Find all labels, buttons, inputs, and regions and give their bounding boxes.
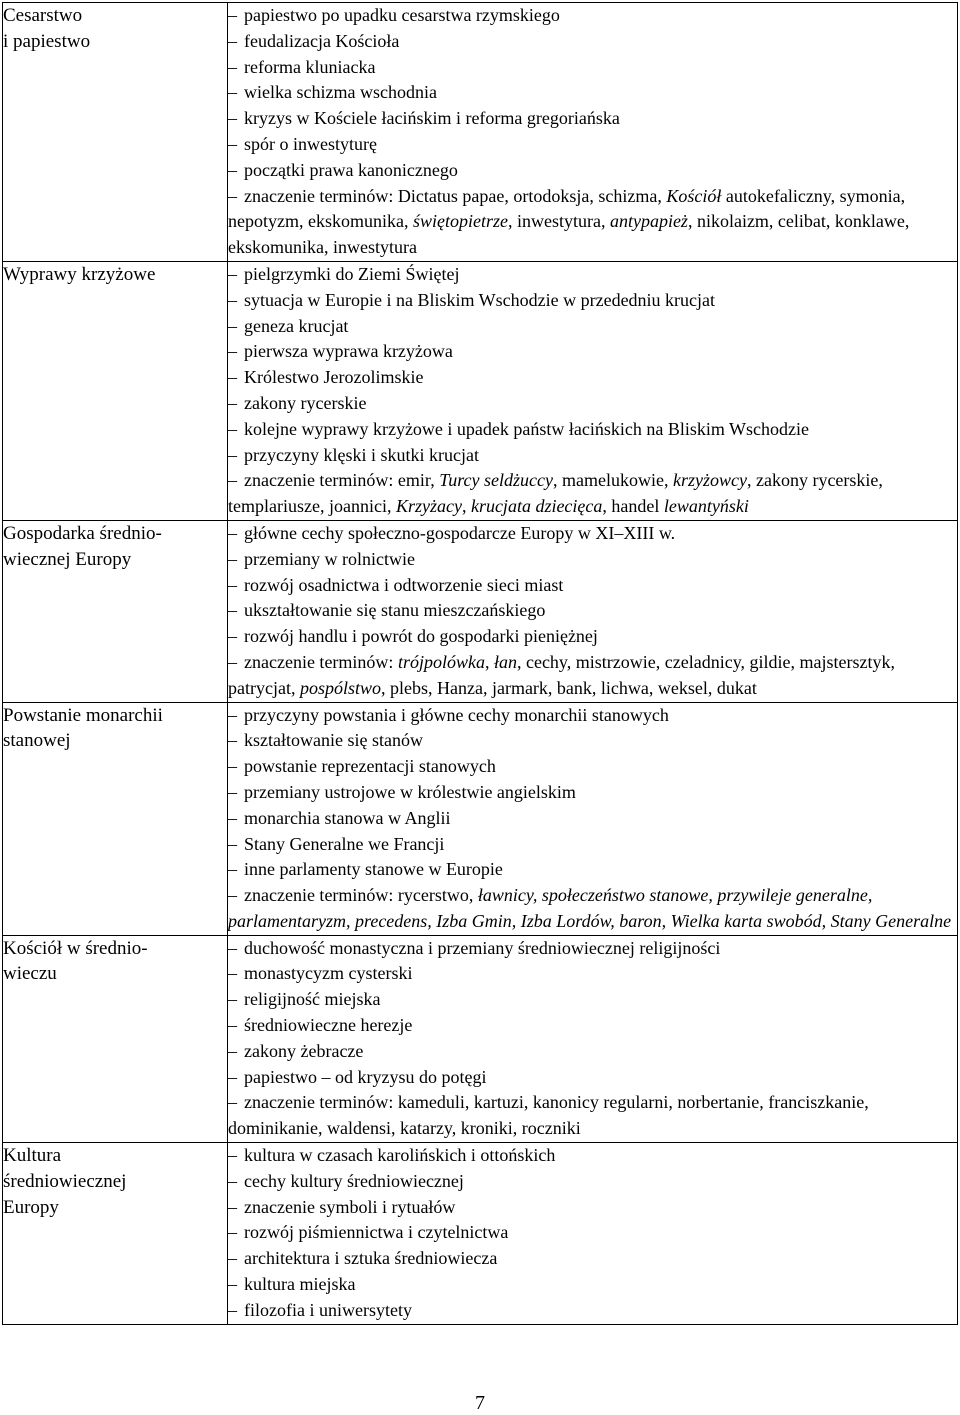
dash-bullet: – — [228, 82, 237, 103]
dash-bullet: – — [228, 522, 237, 543]
section-row — [3, 261, 958, 520]
dash-bullet: – — [228, 5, 237, 25]
list-item — [228, 857, 957, 883]
list-item — [228, 80, 957, 106]
topic-line: Powstanie monarchii — [3, 704, 163, 726]
dash-bullet: – — [228, 1092, 237, 1113]
list-item-text: kultura miejska — [244, 1274, 356, 1295]
section-topic — [3, 520, 228, 702]
section-topic — [3, 3, 228, 262]
list-item-text: wielka schizma wschodnia — [244, 82, 437, 103]
list-item-text: pielgrzymki do Ziemi Świętej — [244, 263, 460, 284]
term-italic: Krzyżacy — [395, 496, 462, 517]
list-item — [228, 961, 957, 987]
section-topic — [3, 1143, 228, 1325]
list-item — [228, 728, 957, 754]
list-item — [228, 1143, 957, 1169]
list-item-text: inne parlamenty stanowe w Europie — [244, 859, 503, 880]
term-italic: lewantyński — [663, 496, 749, 517]
list-item-text: Królestwo Jerozolimskie — [244, 367, 424, 388]
term-italic: krucjata dziecięca — [470, 496, 603, 517]
term-italic: ławnicy, społeczeństwo stanowe, przywileje generalne, parlamentaryzm, precedens, Izba Gmin, Izba Lordów, baron, Wielka karta swobód, Stany Generalne — [228, 885, 952, 931]
dash-bullet: – — [228, 963, 237, 984]
term-text: , handel — [602, 496, 664, 517]
dash-bullet: – — [228, 108, 237, 129]
topic-line: średniowiecznej — [3, 1170, 127, 1192]
dash-bullet: – — [228, 1222, 237, 1243]
list-item — [228, 339, 957, 365]
section-content — [228, 261, 958, 520]
list-item-text: sytuacja w Europie i na Bliskim Wschodzie w przededniu krucjat — [244, 289, 716, 310]
topic-line: Kościół w średnio- — [3, 937, 148, 959]
terms-paragraph — [228, 184, 957, 261]
list-item — [228, 1039, 957, 1065]
dash-bullet: – — [228, 418, 237, 439]
list-item — [228, 703, 957, 729]
dash-bullet: – — [228, 341, 237, 362]
term-text: , mamelukowie, — [553, 470, 673, 491]
term-text: , — [484, 651, 494, 672]
list-item — [228, 936, 957, 962]
terms-paragraph — [228, 650, 957, 702]
dash-bullet: – — [228, 1274, 237, 1295]
list-item — [228, 391, 957, 417]
dash-bullet: – — [228, 1040, 237, 1061]
dash-bullet: – — [228, 781, 237, 802]
section-topic — [3, 702, 228, 935]
term-text: znaczenie terminów: Dictatus papae, ortodoksja, schizma, — [244, 185, 667, 206]
section-content — [228, 520, 958, 702]
list-item-text: geneza krucjat — [244, 315, 349, 336]
dash-bullet: – — [228, 859, 237, 880]
list-item-text: duchowość monastyczna i przemiany średniowiecznej religijności — [244, 937, 721, 958]
dash-bullet: – — [228, 444, 237, 465]
topic-line: Wyprawy krzyżowe — [3, 263, 156, 285]
list-item — [228, 832, 957, 858]
topic-line: wiecznej Europy — [3, 548, 132, 570]
list-item-text: kolejne wyprawy krzyżowe i upadek państw łacińskich na Bliskim Wschodzie — [244, 418, 810, 439]
dash-bullet: – — [228, 548, 237, 569]
list-item-text: cechy kultury średniowiecznej — [244, 1170, 464, 1191]
list-item — [228, 1272, 957, 1298]
dash-bullet: – — [228, 1248, 237, 1269]
term-italic: pospólstwo — [299, 677, 381, 698]
dash-bullet: – — [228, 626, 237, 647]
section-row — [3, 1143, 958, 1325]
term-italic: łan — [493, 651, 517, 672]
dash-bullet: – — [228, 289, 237, 310]
dash-bullet: – — [228, 937, 237, 958]
dash-bullet: – — [228, 30, 237, 51]
term-italic: krzyżowcy — [672, 470, 747, 491]
term-text: , inwestytura, — [507, 211, 610, 232]
dash-bullet: – — [228, 1170, 237, 1191]
term-text: , cechy, mistrzowie, czeladnicy, gildie, majstersztyk, patrycjat, — [228, 651, 895, 698]
list-item-text: kultura w czasach karolińskich i ottońskich — [244, 1145, 556, 1166]
list-item — [228, 1298, 957, 1324]
term-italic: świętopietrze — [412, 211, 508, 232]
list-item — [228, 573, 957, 599]
dash-bullet: – — [228, 1145, 237, 1166]
term-text: , nikolaizm, celibat, konklawe, ekskomunika, inwestytura — [228, 211, 910, 258]
dash-bullet: – — [228, 807, 237, 828]
list-item — [228, 132, 957, 158]
list-item — [228, 288, 957, 314]
term-italic: antypapież — [609, 211, 688, 232]
list-item-text: rozwój handlu i powrót do gospodarki pieniężnej — [244, 626, 598, 647]
list-item-text: Stany Generalne we Francji — [244, 833, 445, 854]
section-content — [228, 935, 958, 1142]
dash-bullet: – — [228, 159, 237, 180]
list-item-text: znaczenie symboli i rytuałów — [244, 1196, 456, 1217]
list-item-text: zakony rycerskie — [244, 392, 367, 413]
list-item — [228, 780, 957, 806]
dash-bullet: – — [228, 263, 237, 284]
dash-bullet: – — [228, 56, 237, 77]
term-italic: Turcy seldżuccy — [439, 470, 553, 491]
dash-bullet: – — [228, 1299, 237, 1320]
term-text: znaczenie terminów: rycerstwo, — [244, 885, 478, 906]
list-item — [228, 417, 957, 443]
list-item — [228, 1169, 957, 1195]
dash-bullet: – — [228, 600, 237, 621]
list-item-text: monarchia stanowa w Anglii — [244, 807, 451, 828]
section-content — [228, 1143, 958, 1325]
dash-bullet: – — [228, 133, 237, 154]
terms-paragraph — [228, 468, 957, 520]
topic-line: Europy — [3, 1196, 59, 1218]
list-item-text: ukształtowanie się stanu mieszczańskiego — [244, 600, 546, 621]
list-item-text: pierwsza wyprawa krzyżowa — [244, 341, 453, 362]
list-item-text: zakony żebracze — [244, 1040, 364, 1061]
list-item-text: kryzys w Kościele łacińskim i reforma gregoriańska — [244, 108, 620, 129]
list-item-text: powstanie reprezentacji stanowych — [244, 756, 496, 777]
term-text: , — [461, 496, 471, 517]
list-item — [228, 1195, 957, 1221]
dash-bullet: – — [228, 315, 237, 336]
list-item-text: przemiany w rolnictwie — [244, 548, 415, 569]
list-item-text: spór o inwestyturę — [244, 133, 377, 154]
dash-bullet: – — [228, 470, 237, 491]
topic-line: Cesarstwo — [3, 5, 83, 26]
term-text: , plebs, Hanza, jarmark, bank, lichwa, weksel, dukat — [381, 677, 757, 698]
list-item — [228, 624, 957, 650]
list-item — [228, 1065, 957, 1091]
list-item — [228, 443, 957, 469]
list-item-text: filozofia i uniwersytety — [244, 1299, 412, 1320]
section-row — [3, 3, 958, 262]
list-item-text: reforma kluniacka — [244, 56, 376, 77]
list-item — [228, 158, 957, 184]
term-text: znaczenie terminów: kameduli, kartuzi, kanonicy regularni, norbertanie, franciszkanie, dominikanie, waldensi, katarzy, kroniki, roczniki — [228, 1092, 869, 1139]
list-item-text: średniowieczne herezje — [244, 1015, 413, 1036]
list-item — [228, 1220, 957, 1246]
section-row — [3, 935, 958, 1142]
term-italic: Kościół — [666, 185, 722, 206]
term-text: znaczenie terminów: emir, — [244, 470, 440, 491]
list-item-text: początki prawa kanonicznego — [244, 159, 458, 180]
topic-line: i papiestwo — [3, 30, 91, 52]
list-item-text: główne cechy społeczno-gospodarcze Europy w XI–XIII w. — [244, 522, 676, 543]
topic-line: Kultura — [3, 1145, 62, 1167]
topic-line: wieczu — [3, 963, 57, 985]
dash-bullet: – — [228, 730, 237, 751]
dash-bullet: – — [228, 1196, 237, 1217]
list-item — [228, 1013, 957, 1039]
list-item-text: religijność miejska — [244, 989, 381, 1010]
dash-bullet: – — [228, 704, 237, 725]
terms-paragraph — [228, 1090, 957, 1142]
section-row — [3, 702, 958, 935]
list-item — [228, 106, 957, 132]
list-item — [228, 598, 957, 624]
list-item — [228, 55, 957, 81]
list-item-text: kształtowanie się stanów — [244, 730, 423, 751]
dash-bullet: – — [228, 392, 237, 413]
dash-bullet: – — [228, 885, 237, 906]
list-item-text: feudalizacja Kościoła — [244, 30, 400, 51]
dash-bullet: – — [228, 651, 237, 672]
dash-bullet: – — [228, 1015, 237, 1036]
list-item-text: architektura i sztuka średniowiecza — [244, 1248, 498, 1269]
list-item-text: papiestwo – od kryzysu do potęgi — [244, 1066, 487, 1087]
term-italic: trójpolówka — [397, 651, 485, 672]
list-item — [228, 754, 957, 780]
list-item-text: papiestwo po upadku cesarstwa rzymskiego — [244, 5, 560, 25]
term-text: , zakony rycerskie, templariusze, joannici, — [228, 470, 883, 517]
topic-line: Gospodarka średnio- — [3, 522, 162, 544]
dash-bullet: – — [228, 574, 237, 595]
section-content — [228, 3, 958, 262]
dash-bullet: – — [228, 756, 237, 777]
dash-bullet: – — [228, 367, 237, 388]
list-item-text: przemiany ustrojowe w królestwie angielskim — [244, 781, 576, 802]
section-content — [228, 702, 958, 935]
dash-bullet: – — [228, 1066, 237, 1087]
list-item-text: rozwój osadnictwa i odtworzenie sieci miast — [244, 574, 564, 595]
list-item-text: rozwój piśmiennictwa i czytelnictwa — [244, 1222, 509, 1243]
list-item — [228, 547, 957, 573]
list-item-text: przyczyny powstania i główne cechy monarchii stanowych — [244, 704, 669, 725]
list-item — [228, 365, 957, 391]
list-item — [228, 314, 957, 340]
list-item — [228, 521, 957, 547]
terms-paragraph — [228, 883, 957, 935]
list-item — [228, 3, 957, 29]
list-item — [228, 1246, 957, 1272]
section-topic — [3, 935, 228, 1142]
section-topic — [3, 261, 228, 520]
dash-bullet: – — [228, 833, 237, 854]
term-text: znaczenie terminów: — [244, 651, 398, 672]
syllabus-table — [2, 2, 958, 1325]
list-item — [228, 29, 957, 55]
term-text: autokefaliczny, symonia, nepotyzm, ekskomunika, — [228, 185, 906, 232]
dash-bullet: – — [228, 989, 237, 1010]
list-item — [228, 806, 957, 832]
list-item-text: przyczyny klęski i skutki krucjat — [244, 444, 479, 465]
topic-line: stanowej — [3, 730, 71, 752]
list-item-text: monastycyzm cysterski — [244, 963, 413, 984]
dash-bullet: – — [228, 185, 237, 206]
page-number: 7 — [475, 1392, 485, 1414]
list-item — [228, 987, 957, 1013]
list-item — [228, 262, 957, 288]
section-row — [3, 520, 958, 702]
